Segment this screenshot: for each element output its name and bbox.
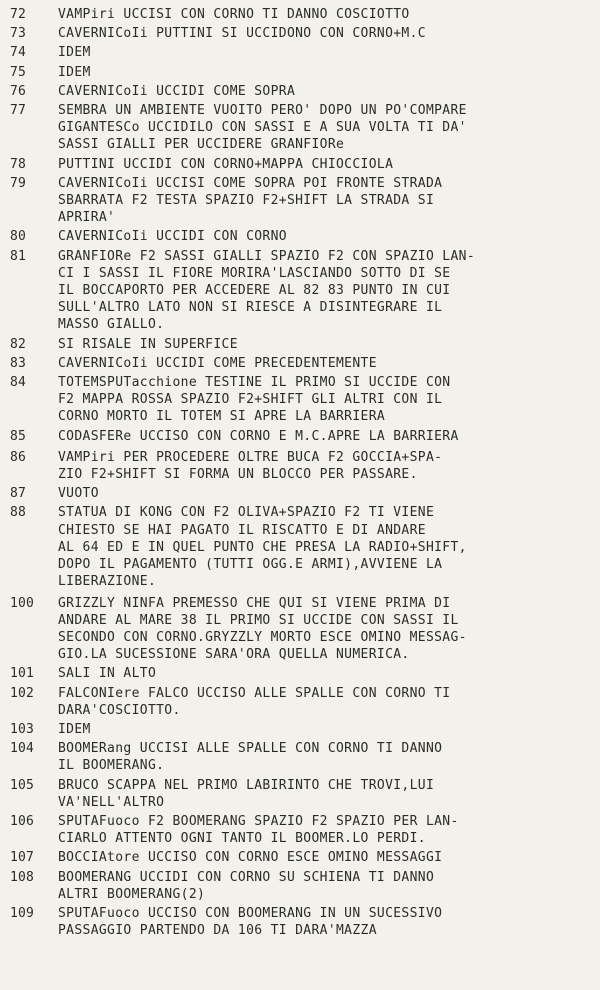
entry-text: [58, 6, 592, 23]
entry-text-line: SI RISALE IN SUPERFICE: [58, 336, 238, 352]
entry-number: 83: [10, 355, 27, 371]
entry-text-line: GRANFIORe F2 SASSI GIALLI SPAZIO F2 CON SPAZIO LAN-: [58, 248, 476, 264]
entry-82: [10, 336, 592, 353]
entry-text-line: PUTTINI UCCIDI CON CORNO+MAPPA CHIOCCIOLA: [58, 156, 394, 172]
entry-text-line: SEMBRA UN AMBIENTE VUOITO PERO' DOPO UN PO'COMPARE: [58, 103, 467, 119]
entry-text-line: VA'NELL'ALTRO: [58, 794, 165, 810]
entry-number: 80: [10, 229, 27, 245]
entry-number: 81: [10, 248, 27, 264]
entry-number: 72: [10, 7, 27, 22]
entry-text-line: VUOTO: [58, 486, 99, 502]
entry-text-line: ALTRI BOOMERANG(2): [58, 886, 206, 902]
entry-number: 103: [10, 721, 35, 737]
entry-text: [58, 374, 592, 426]
entry-list: [10, 6, 592, 939]
entry-number: 108: [10, 869, 35, 885]
entry-106: [10, 813, 592, 847]
entry-text-line: CIARLO ATTENTO OGNI TANTO IL BOOMER.LO PERDI.: [58, 831, 426, 847]
entry-76: [10, 83, 592, 100]
entry-text-line: IDEM: [58, 45, 91, 61]
entry-text-line: GIO.LA SUCESSIONE SARA'ORA QUELLA NUMERICA.: [58, 647, 410, 663]
entry-107: [10, 849, 592, 866]
entry-text-line: VAMPiri PER PROCEDERE OLTRE BUCA F2 GOCCIA+SPA-: [58, 449, 443, 465]
entry-text-line: GRIZZLY NINFA PREMESSO CHE QUI SI VIENE PRIMA DI: [58, 595, 451, 611]
entry-text-line: SULL'ALTRO LATO NON SI RIESCE A DISINTEGRARE IL: [58, 300, 443, 316]
entry-85: [10, 428, 592, 445]
entry-83: [10, 355, 592, 372]
entry-number: 86: [10, 449, 27, 465]
entry-number: 73: [10, 26, 27, 42]
entry-number: 88: [10, 505, 27, 521]
entry-text-line: AL 64 ED E IN QUEL PUNTO CHE PRESA LA RADIO+SHIFT,: [58, 539, 467, 555]
entry-text-line: TOTEMSPUTacchione TESTINE IL PRIMO SI UCCIDE CON: [58, 375, 451, 391]
entry-text-line: CAVERNICoIi UCCIDI COME SOPRA: [58, 83, 296, 99]
entry-text: [58, 83, 592, 100]
entry-text-line: FALCONIere FALCO UCCISO ALLE SPALLE CON CORNO TI: [58, 685, 451, 701]
entry-text: [58, 595, 592, 664]
entry-text: [58, 905, 592, 939]
entry-number: 79: [10, 175, 27, 191]
entry-text-line: SPUTAFuoco F2 BOOMERANG SPAZIO F2 SPAZIO PER LAN-: [58, 813, 459, 829]
entry-88: [10, 504, 592, 590]
entry-103: [10, 721, 592, 738]
entry-text: [58, 25, 592, 42]
entry-text-line: BOCCIAtore UCCISO CON CORNO ESCE OMINO MESSAGGI: [58, 850, 443, 866]
entry-text-line: VAMPiri UCCISI CON CORNO TI DANNO COSCIOTTO: [58, 7, 410, 22]
entry-text-line: IDEM: [58, 64, 91, 80]
entry-108: [10, 869, 592, 903]
entry-text-line: ZIO F2+SHIFT SI FORMA UN BLOCCO PER PASSARE.: [58, 467, 418, 483]
entry-number: 78: [10, 156, 27, 172]
entry-100: [10, 595, 592, 664]
entry-84: [10, 374, 592, 426]
entry-78: [10, 156, 592, 173]
entry-text-line: IDEM: [58, 721, 91, 737]
entry-text-line: SPUTAFuoco UCCISO CON BOOMERANG IN UN SUCESSIVO: [58, 905, 443, 921]
entry-text-line: SBARRATA F2 TESTA SPAZIO F2+SHIFT LA STRADA SI: [58, 193, 435, 209]
entry-text: [58, 721, 592, 738]
entry-73: [10, 25, 592, 42]
entry-number: 104: [10, 741, 35, 757]
entry-text-line: CAVERNICoIi UCCIDI CON CORNO: [58, 229, 287, 245]
entry-text: [58, 44, 592, 61]
entry-text-line: CHIESTO SE HAI PAGATO IL RISCATTO E DI ANDARE: [58, 522, 426, 538]
entry-number: 84: [10, 375, 27, 391]
entry-text: [58, 504, 592, 590]
entry-text-line: MASSO GIALLO.: [58, 317, 165, 333]
entry-text: [58, 869, 592, 903]
entry-text-line: SECONDO CON CORNO.GRYZZLY MORTO ESCE OMINO MESSAG-: [58, 629, 467, 645]
entry-text: [58, 485, 592, 502]
entry-text-line: SASSI GIALLI PER UCCIDERE GRANFIORe: [58, 137, 345, 153]
entry-text: [58, 102, 592, 154]
entry-text-line: CAVERNICoIi UCCISI COME SOPRA POI FRONTE STRADA: [58, 175, 443, 191]
entry-74: [10, 44, 592, 61]
entry-text-line: BRUCO SCAPPA NEL PRIMO LABIRINTO CHE TROVI,LUI: [58, 777, 435, 793]
entry-text: [58, 175, 592, 227]
entry-text-line: DOPO IL PAGAMENTO (TUTTI OGG.E ARMI),AVVIENE LA: [58, 557, 443, 573]
entry-text: [58, 849, 592, 866]
entry-102: [10, 685, 592, 719]
entry-number: 100: [10, 595, 35, 611]
entry-text-line: DARA'COSCIOTTO.: [58, 702, 181, 718]
entry-text: [58, 777, 592, 811]
entry-text-line: CODASFERe UCCISO CON CORNO E M.C.APRE LA BARRIERA: [58, 428, 459, 444]
entry-text-line: LIBERAZIONE.: [58, 574, 157, 590]
entry-number: 85: [10, 428, 27, 444]
entry-101: [10, 665, 592, 682]
entry-text: [58, 336, 592, 353]
entry-86: [10, 449, 592, 483]
entry-text: [58, 740, 592, 774]
entry-number: 75: [10, 64, 27, 80]
entry-75: [10, 64, 592, 81]
entry-text-line: IL BOOMERANG.: [58, 758, 165, 774]
entry-77: [10, 102, 592, 154]
entry-text-line: CAVERNICoIi UCCIDI COME PRECEDENTEMENTE: [58, 355, 377, 371]
entry-text: [58, 813, 592, 847]
entry-text: [58, 428, 592, 445]
entry-text: [58, 665, 592, 682]
entry-number: 109: [10, 905, 35, 921]
entry-text-line: CAVERNICoIi PUTTINI SI UCCIDONO CON CORNO+M.C: [58, 26, 426, 42]
entry-81: [10, 248, 592, 334]
entry-number: 105: [10, 777, 35, 793]
entry-text-line: STATUA DI KONG CON F2 OLIVA+SPAZIO F2 TI VIENE: [58, 505, 435, 521]
entry-text-line: BOOMERang UCCISI ALLE SPALLE CON CORNO TI DANNO: [58, 741, 443, 757]
entry-text-line: PASSAGGIO PARTENDO DA 106 TI DARA'MAZZA: [58, 923, 377, 939]
entry-text: [58, 156, 592, 173]
entry-text-line: F2 MAPPA ROSSA SPAZIO F2+SHIFT GLI ALTRI CON IL: [58, 392, 443, 408]
entry-105: [10, 777, 592, 811]
entry-text-line: APRIRA': [58, 210, 116, 226]
entry-text-line: CI I SASSI IL FIORE MORIRA'LASCIANDO SOTTO DI SE: [58, 265, 451, 281]
entry-text: [58, 248, 592, 334]
entry-text-line: BOOMERANG UCCIDI CON CORNO SU SCHIENA TI DANNO: [58, 869, 435, 885]
entry-text: [58, 64, 592, 81]
entry-72: [10, 6, 592, 23]
entry-number: 107: [10, 850, 35, 866]
entry-text-line: IL BOCCAPORTO PER ACCEDERE AL 82 83 PUNTO IN CUI: [58, 283, 451, 299]
entry-number: 76: [10, 83, 27, 99]
entry-79: [10, 175, 592, 227]
entry-number: 87: [10, 486, 27, 502]
entry-text: [58, 228, 592, 245]
entry-text-line: ANDARE AL MARE 38 IL PRIMO SI UCCIDE CON SASSI IL: [58, 612, 459, 628]
entry-number: 102: [10, 685, 35, 701]
entry-text-line: GIGANTESCo UCCIDILO CON SASSI E A SUA VOLTA TI DA': [58, 120, 467, 136]
entry-number: 77: [10, 103, 27, 119]
entry-text: [58, 685, 592, 719]
entry-number: 74: [10, 45, 27, 61]
entry-number: 101: [10, 666, 35, 682]
entry-109: [10, 905, 592, 939]
entry-text: [58, 355, 592, 372]
entry-80: [10, 228, 592, 245]
entry-text-line: SALI IN ALTO: [58, 666, 157, 682]
entry-number: 82: [10, 336, 27, 352]
entry-number: 106: [10, 813, 35, 829]
entry-text-line: CORNO MORTO IL TOTEM SI APRE LA BARRIERA: [58, 409, 386, 425]
entry-87: [10, 485, 592, 502]
entry-104: [10, 740, 592, 774]
entry-text: [58, 449, 592, 483]
